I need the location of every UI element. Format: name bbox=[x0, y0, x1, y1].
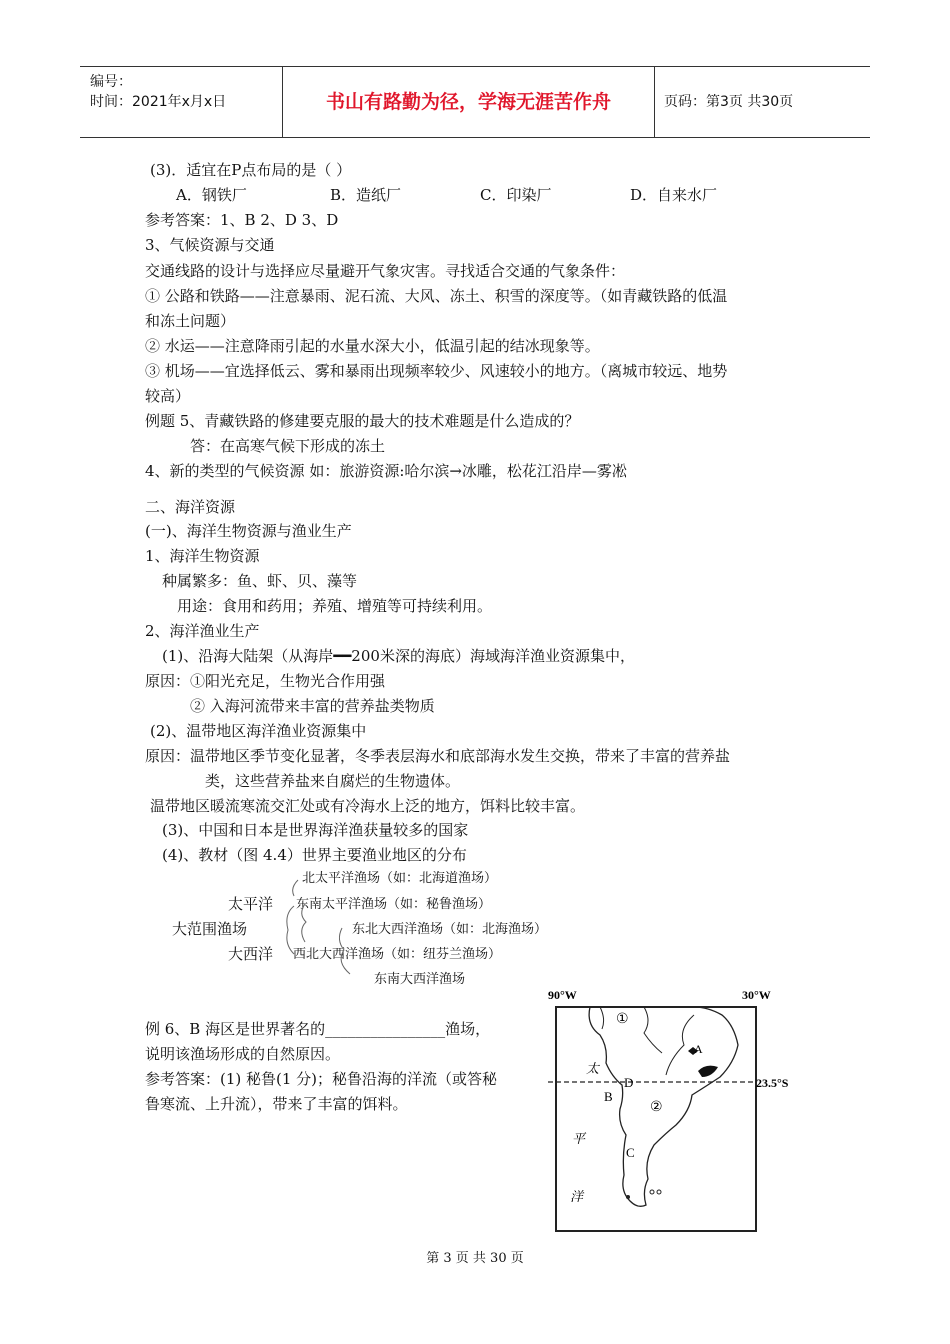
paragraph: 原因：①阳光充足，生物光合作用强 bbox=[145, 672, 386, 690]
section-heading: 3、气候资源与交通 bbox=[145, 236, 275, 254]
ocean-label: 平 bbox=[572, 1132, 586, 1147]
example-question: 例题 5、青藏铁路的修建要克服的最大的技术难题是什么造成的？ bbox=[145, 412, 580, 430]
paragraph: 温带地区暖流寒流交汇处或有冷海水上泛的地方，饵料比较丰富。 bbox=[150, 797, 586, 815]
tree-leaf: 东南大西洋渔场 bbox=[374, 972, 466, 987]
option-b: B．造纸厂 bbox=[330, 186, 402, 204]
paragraph: (2)、温带地区海洋渔业资源集中 bbox=[150, 722, 367, 740]
option-d: D．自来水厂 bbox=[630, 186, 718, 204]
paragraph: (1)、沿海大陆架（从海岸━━200米深的海底）海域海洋渔业资源集中， bbox=[162, 647, 635, 665]
answer-line: 参考答案：1、B 2、D 3、D bbox=[145, 211, 339, 229]
header-divider bbox=[654, 67, 655, 137]
paragraph: (3)、中国和日本是世界海洋渔获量较多的国家 bbox=[162, 821, 469, 839]
example-question: 说明该渔场形成的自然原因。 bbox=[145, 1045, 341, 1063]
tree-root: 大范围渔场 bbox=[172, 920, 248, 938]
latitude-label: 23.5°S bbox=[756, 1076, 789, 1090]
ocean-label: 洋 bbox=[570, 1190, 584, 1205]
map-label: ② bbox=[650, 1099, 663, 1115]
tree-leaf: 北太平洋渔场（如：北海道渔场） bbox=[302, 871, 498, 886]
tree-leaf: 东南太平洋渔场（如：秘鲁渔场） bbox=[296, 897, 492, 912]
paragraph: 用途：食用和药用；养殖、增殖等可持续利用。 bbox=[177, 597, 493, 615]
option-a: A．钢铁厂 bbox=[176, 186, 247, 204]
longitude-left-label: 90°W bbox=[548, 988, 577, 1002]
tree-branch: 太平洋 bbox=[228, 895, 274, 913]
question-3: (3)．适宜在P点布局的是（ ） bbox=[150, 161, 352, 179]
paragraph: ① 公路和铁路——注意暴雨、泥石流、大风、冻土、积雪的深度等。（如青藏铁路的低温 bbox=[145, 287, 728, 305]
map-label: B bbox=[604, 1089, 613, 1104]
paragraph: 交通线路的设计与选择应尽量避开气象灾害。寻找适合交通的气象条件： bbox=[145, 262, 626, 280]
option-c: C．印染厂 bbox=[480, 186, 552, 204]
example-question: 例 6、B 海区是世界著名的________________渔场， bbox=[145, 1020, 491, 1038]
paragraph: 较高） bbox=[145, 387, 191, 405]
time-label: 时间：2021年x月x日 bbox=[90, 94, 227, 110]
part-heading: 二、海洋资源 bbox=[145, 498, 236, 516]
section-heading: 2、海洋渔业生产 bbox=[145, 622, 260, 640]
page-footer: 第 3 页 共 30 页 bbox=[426, 1251, 524, 1266]
map-label: A bbox=[694, 1042, 703, 1056]
paragraph: 类，这些营养盐来自腐烂的生物遗体。 bbox=[205, 772, 461, 790]
section-heading: 4、新的类型的气候资源 如：旅游资源:哈尔滨→冰雕，松花江沿岸—雾凇 bbox=[145, 462, 627, 480]
south-america-map bbox=[548, 985, 789, 1235]
map-label: C bbox=[626, 1145, 635, 1160]
section-heading: 1、海洋生物资源 bbox=[145, 547, 260, 565]
number-label: 编号： bbox=[90, 74, 132, 90]
paragraph: ② 入海河流带来丰富的营养盐类物质 bbox=[190, 697, 435, 715]
header-motto: 书山有路勤为径，学海无涯苦作舟 bbox=[325, 91, 611, 113]
map-label: D bbox=[624, 1075, 634, 1090]
header-meta bbox=[80, 67, 280, 137]
page-header bbox=[80, 66, 870, 138]
paragraph: ③ 机场——宜选择低云、雾和暴雨出现频率较少、风速较小的地方。（离城市较远、地势 bbox=[145, 362, 728, 380]
map-label: ① bbox=[616, 1011, 629, 1027]
sub-heading: (一)、海洋生物资源与渔业生产 bbox=[145, 522, 352, 540]
ocean-label: 太 bbox=[586, 1062, 600, 1077]
tree-brackets bbox=[280, 870, 380, 985]
answer-line: 鲁寒流、上升流），带来了丰富的饵料。 bbox=[145, 1095, 408, 1113]
paragraph: 和冻土问题） bbox=[145, 312, 236, 330]
longitude-right-label: 30°W bbox=[742, 988, 771, 1002]
paragraph: 原因：温带地区季节变化显著，冬季表层海水和底部海水发生交换，带来了丰富的营养盐 bbox=[145, 747, 731, 765]
tree-leaf: 东北大西洋渔场（如：北海渔场） bbox=[352, 922, 548, 937]
page-indicator: 页码：第3页 共30页 bbox=[664, 94, 794, 110]
paragraph: (4)、教材（图 4.4）世界主要渔业地区的分布 bbox=[162, 846, 467, 864]
paragraph: 种属繁多：鱼、虾、贝、藻等 bbox=[162, 572, 358, 590]
tree-leaf: 西北大西洋渔场（如：纽芬兰渔场） bbox=[293, 947, 502, 962]
answer-line: 参考答案：(1) 秘鲁(1 分)；秘鲁沿海的洋流（或答秘 bbox=[145, 1070, 498, 1088]
example-answer: 答：在高寒气候下形成的冻土 bbox=[190, 437, 386, 455]
paragraph: ② 水运——注意降雨引起的水量水深大小，低温引起的结冰现象等。 bbox=[145, 337, 600, 355]
tree-branch: 大西洋 bbox=[228, 945, 274, 963]
